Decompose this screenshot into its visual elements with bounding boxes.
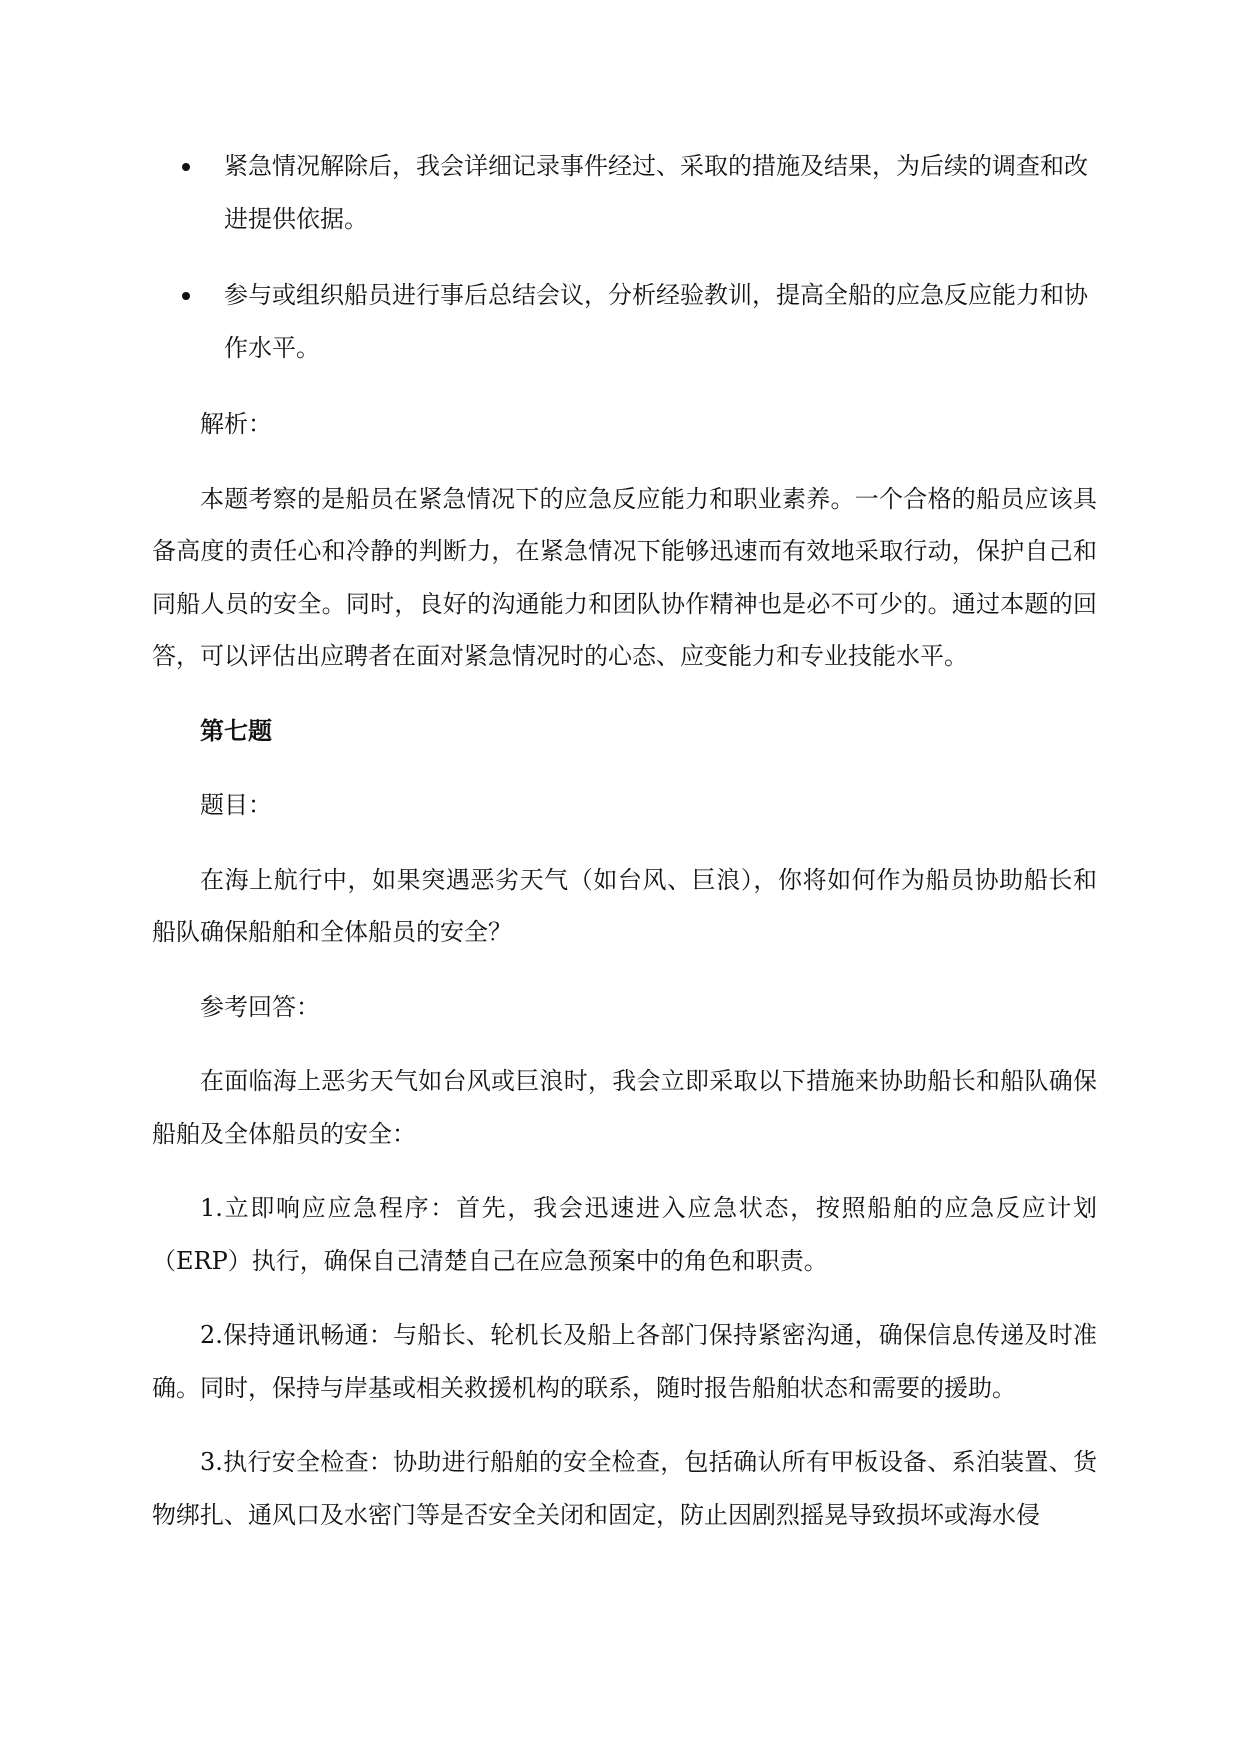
list-item <box>152 140 1097 245</box>
bullet-list <box>152 140 1097 374</box>
analysis-label: 解析： <box>200 410 272 438</box>
answer-point: 1.立即响应应急程序：首先，我会迅速进入应急状态，按照船舶的应急反应计划（ERP）执行，确保自己清楚自己在应急预案中的角色和职责。 <box>152 1194 1097 1275</box>
bullet-text: 紧急情况解除后，我会详细记录事件经过、采取的措施及结果，为后续的调查和改进提供依据。 <box>224 152 1088 233</box>
answer-intro-paragraph: 在面临海上恶劣天气如台风或巨浪时，我会立即采取以下措施来协助船长和船队确保船舶及全体船员的安全： <box>152 1067 1097 1148</box>
bullet-icon <box>182 163 190 171</box>
answer-point: 2.保持通讯畅通：与船长、轮机长及船上各部门保持紧密沟通，确保信息传递及时准确。同时，保持与岸基或相关救援机构的联系，随时报告船舶状态和需要的援助。 <box>152 1321 1097 1402</box>
answer-point: 3.执行安全检查：协助进行船舶的安全检查，包括确认所有甲板设备、系泊装置、货物绑扎、通风口及水密门等是否安全关闭和固定，防止因剧烈摇晃导致损坏或海水侵 <box>152 1448 1097 1529</box>
question-heading: 第七题 <box>200 715 272 745</box>
answer-label: 参考回答： <box>200 992 320 1021</box>
document-body <box>152 140 1097 1563</box>
question-label: 题目： <box>200 791 272 819</box>
question-paragraph: 在海上航行中，如果突遇恶劣天气（如台风、巨浪），你将如何作为船员协助船长和船队确保船舶和全体船员的安全？ <box>152 865 1097 946</box>
list-item <box>152 269 1097 374</box>
bullet-icon <box>182 292 190 300</box>
bullet-text: 参与或组织船员进行事后总结会议，分析经验教训，提高全船的应急反应能力和协作水平。 <box>224 281 1088 362</box>
analysis-paragraph: 本题考察的是船员在紧急情况下的应急反应能力和职业素养。一个合格的船员应该具备高度的责任心和冷静的判断力，在紧急情况下能够迅速而有效地采取行动，保护自己和同船人员的安全。同时，良好的沟通能力和团队协作精神也是必不可少的。通过本题的回答，可以评估出应聘者在面对紧急情况时的心态、应变能力和专业技能水平。 <box>152 484 1097 670</box>
